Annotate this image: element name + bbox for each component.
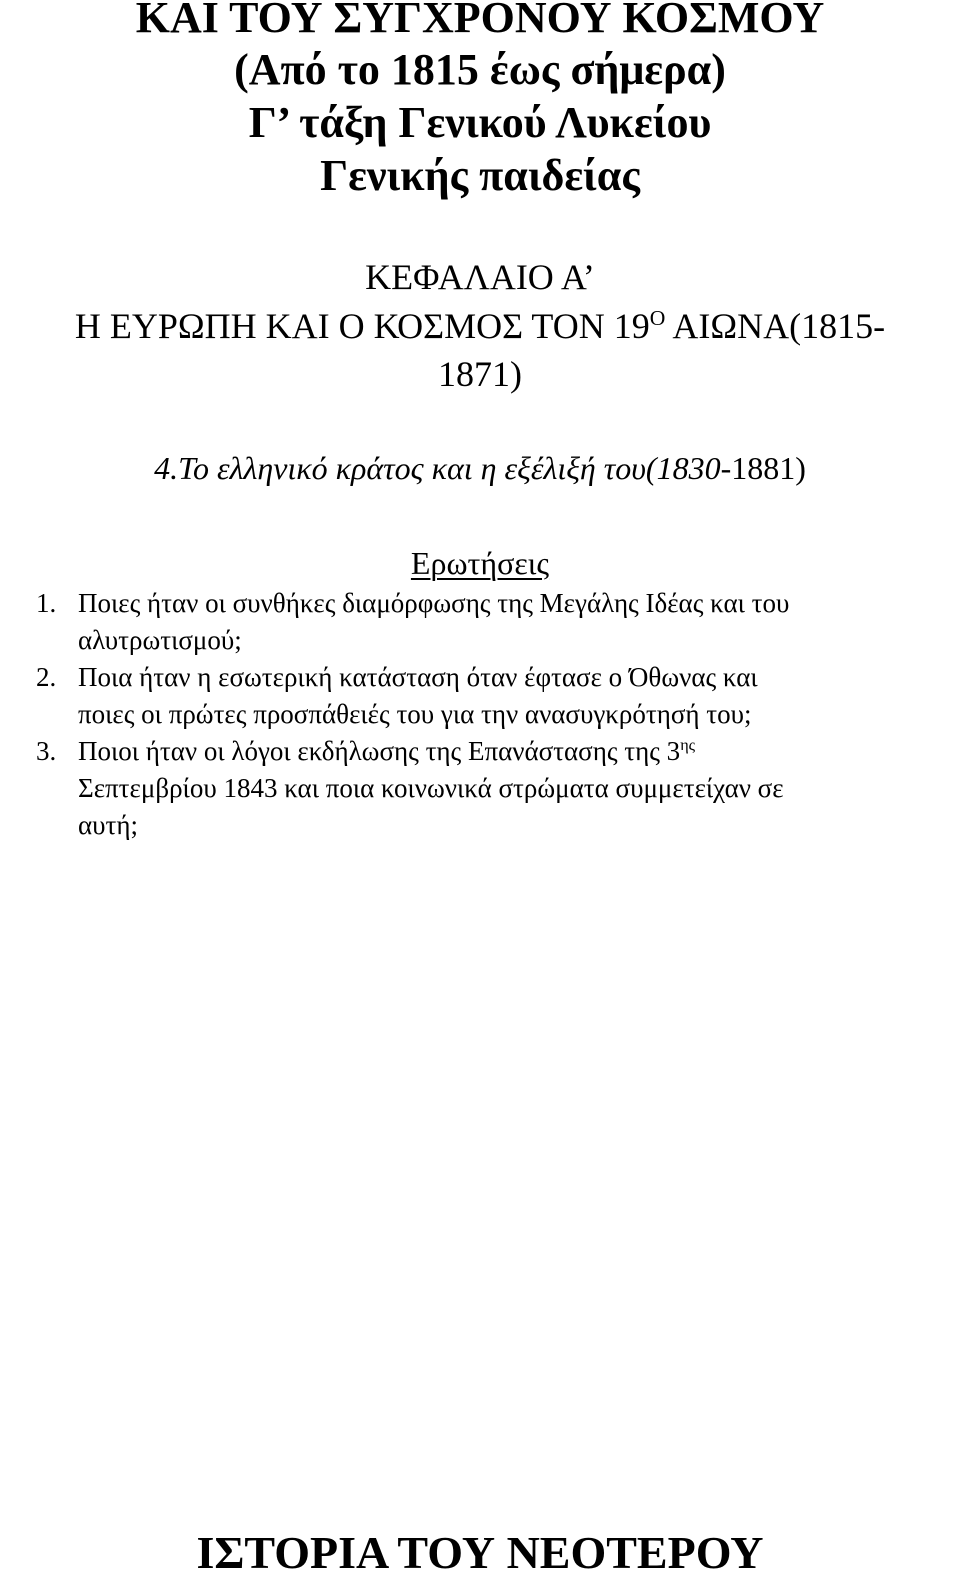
section-title-italic: 4.Το ελληνικό κράτος και η εξέλιξή του(1830 bbox=[154, 450, 721, 486]
question-number-3: 3. bbox=[36, 736, 57, 766]
question-1-line-2: αλυτρωτισμού; bbox=[78, 625, 242, 655]
question-2-line-1: Ποια ήταν η εσωτερική κατάσταση όταν έφτασε ο Όθωνας και bbox=[78, 662, 758, 692]
question-2-line-2: ποιες οι πρώτες προσπάθειές του για την ανασυγκρότησή του; bbox=[78, 699, 752, 729]
chapter-subtitle-sup: Ο bbox=[649, 306, 666, 330]
question-3-line-1 bbox=[78, 733, 950, 770]
chapter-subtitle-line-2: 1871) bbox=[438, 354, 522, 394]
question-3-line-3: αυτή; bbox=[78, 810, 138, 840]
question-number-1: 1. bbox=[36, 588, 57, 618]
chapter-subtitle-post: ΑΙΩΝΑ(1815- bbox=[665, 306, 886, 346]
questions-heading bbox=[0, 543, 960, 583]
questions-heading-text: Ερωτήσεις bbox=[410, 545, 550, 581]
title-line-2: (Από το 1815 έως σήμερα) bbox=[234, 45, 726, 94]
question-number-2: 2. bbox=[36, 662, 57, 692]
chapter-subtitle bbox=[0, 304, 960, 348]
next-title: ΙΣΤΟΡΙΑ ΤΟΥ ΝΕΟΤΕΡΟΥ bbox=[196, 1527, 764, 1578]
question-3-line-1-sup: ης bbox=[680, 736, 696, 754]
chapter-subtitle-pre: Η ΕΥΡΩΠΗ ΚΑΙ Ο ΚΟΣΜΟΣ ΤΟΝ 19 bbox=[74, 306, 650, 346]
question-3-line-2: Σεπτεμβρίου 1843 και ποια κοινωνικά στρώματα συμμετείχαν σε bbox=[78, 773, 784, 803]
title-line-3: Γ’ τάξη Γενικού Λυκείου bbox=[248, 98, 712, 147]
question-item-1 bbox=[36, 585, 950, 659]
question-item-3 bbox=[36, 733, 950, 844]
section-title bbox=[0, 448, 960, 488]
chapter-label: ΚΕΦΑΛΑΙΟ Α’ bbox=[365, 257, 595, 297]
question-3-line-1-text: Ποιοι ήταν οι λόγοι εκδήλωσης της Επανάστασης της 3 bbox=[78, 736, 681, 766]
title-line-4: Γενικής παιδείας bbox=[320, 151, 640, 200]
title-line-1: ΚΑΙ ΤΟΥ ΣΥΓΧΡΟΝΟΥ ΚΟΣΜΟΥ bbox=[135, 0, 825, 42]
question-item-2 bbox=[36, 659, 950, 733]
section-title-upright: -1881) bbox=[720, 450, 806, 486]
question-1-line-1: Ποιες ήταν οι συνθήκες διαμόρφωσης της Μεγάλης Ιδέας και του bbox=[78, 588, 790, 618]
